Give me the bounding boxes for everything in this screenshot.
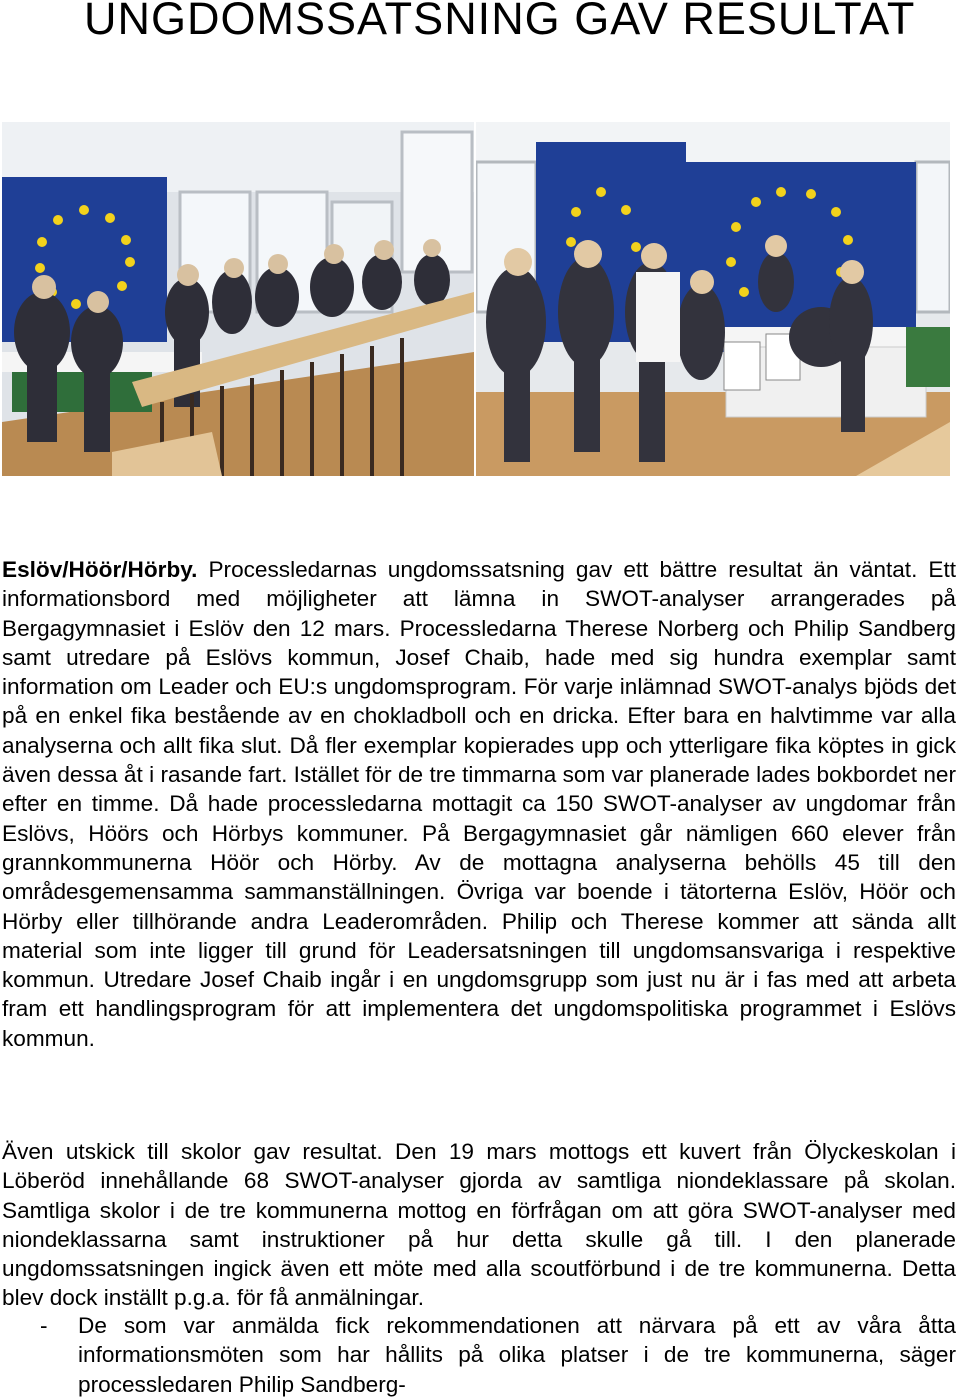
page-title: UNGDOMSSATSNING GAV RESULTAT (84, 0, 916, 44)
article-paragraph-1 (2, 555, 956, 1053)
photo-right (476, 122, 950, 476)
paragraph-1-text: Processledarnas ungdomssatsning gav ett bättre resultat än väntat. Ett informationsbord med möjligheter att lämna in SWOT-analyser arrangerades på Bergagymnasiet i Eslöv den 12 mars. Processledarna Therese Norberg och Philip Sandberg samt utredare på Eslövs kommun, Josef Chaib, hade med sig hundra exemplar samt information om Leader och EU:s ungdomsprogram. För varje inlämnad SWOT-analys bjöds det på en enkel fika bestående av en chokladboll och en dricka. Efter bara en halvtimme var alla analyserna och allt fika slut. Då fler exemplar kopierades upp och ytterligare fika köptes in gick även dessa åt i rasande fart. Istället för de tre timmarna som var planerade lades bokbordet ner efter en timme. Då hade processledarna mottagit ca 150 SWOT-analyser av ungdomar från Eslövs, Höörs och Hörbys kommuner. På Bergagymnasiet går nämligen 660 elever från grannkommunerna Höör och Hörby. Av de mottagna analyserna behölls 45 till den områdesgemensamma sammanställningen. Övriga var boende i tätorterna Eslöv, Höör och Hörby eller tillhörande andra Leaderområden. Philip och Therese kommer att sända allt material som inte ligger till grund för Leadersatsningen till ungdomsansvariga i respektive kommun. Utredare Josef Chaib ingår i en ungdomsgrupp som just nu är i fas med att arbeta fram ett handlingsprogram för att implementera det ungdomspolitiska programmet i Eslövs kommun. (2, 557, 956, 1051)
article-paragraph-2: Även utskick till skolor gav resultat. Den 19 mars mottogs ett kuvert från Ölyckeskolan i Löberöd innehållande 68 SWOT-analyser gjorda av samtliga niondeklassare på skolan. Samtliga skolor i de tre kommunerna mottog en förfrågan om att göra SWOT-analyser med niondeklassarna samt instruktioner på hur detta skulle gå till. I den planerade ungdomssatsningen ingick även ett möte med alla scoutförbund i de tre kommunerna. Detta blev dock inställt p.g.a. för få anmälningar. (2, 1139, 956, 1311)
bullet-marker: - (40, 1313, 48, 1338)
bullet-item (2, 1311, 956, 1399)
students-at-eu-flag-table-photo (476, 122, 950, 476)
students-at-information-table-photo (2, 122, 474, 476)
bullet-text: De som var anmälda fick rekommendationen att närvara på ett av våra åtta informationsmöten som har hållits på olika platser i de tre kommunerna, säger processledaren Philip Sandberg- (78, 1313, 956, 1397)
dateline: Eslöv/Höör/Hörby. (2, 557, 198, 582)
photo-left (2, 122, 474, 476)
